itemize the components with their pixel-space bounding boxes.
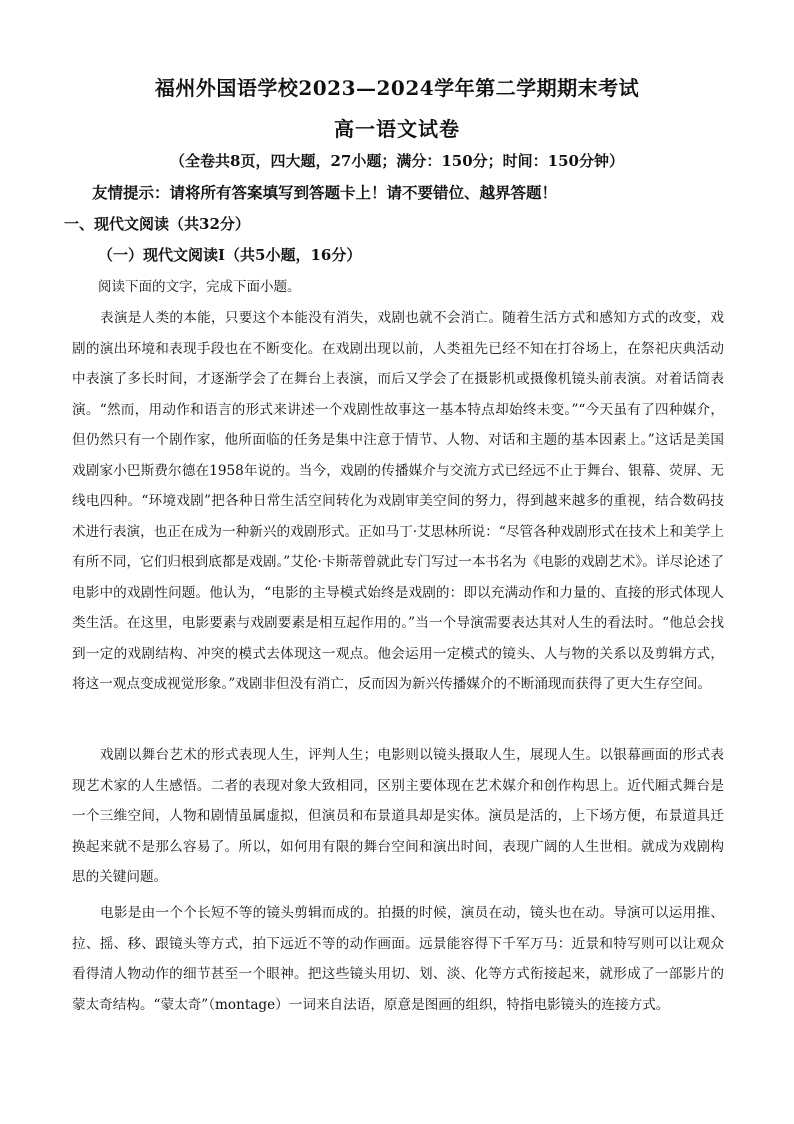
friendly-tip: 友情提示：请将所有答案填写到答题卡上！请不要错位、越界答题！ <box>92 183 558 202</box>
reading-instruction: 阅读下面的文字，完成下面小题。 <box>98 279 301 295</box>
passage-paragraph-1: 表演是人类的本能，只要这个本能没有消失，戏剧也就不会消亡。随着生活方式和感知方式的改变，戏剧的演出环境和表现手段也在不断变化。在戏剧出现以前，人类祖先已经不知在打谷场上，在祭祀庆典活动中表演了多长时间，才逐渐学会了在舞台上表演，而后又学会了在摄影机或摄像机镜头前表演。对着话筒表演。“然而，用动作和语言的形式来讲述一个戏剧性故事这一基本特点却始终未变。”“今天虽有了四种媒介，但仍然只有一个剧作家，他所面临的任务是集中注意于情节、人物、对话和主题的基本因素上。”这话是美国戏剧家小巴斯费尔德在1958年说的。当今，戏剧的传播媒介与交流方式已经远不止于舞台、银幕、荧屏、无线电四种。“环境戏剧”把各种日常生活空间转化为戏剧审美空间的努力，得到越来越多的重视，结合数码技术进行表演，也正在成为一种新兴的戏剧形式。正如马丁·艾思林所说：“尽管各种戏剧形式在技术上和美学上有所不同，它们归根到底都是戏剧。”艾伦·卡斯蒂曾就此专门写过一本书名为《电影的戏剧艺术》。详尽论述了电影中的戏剧性问题。他认为，“电影的主导模式始终是戏剧的：即以充满动作和力量的、直接的形式体现人类生活。在这里，电影要素与戏剧要素是相互起作用的。”当一个导演需要表达其对人生的看法时。“他总会找到一定的戏剧结构、冲突的模式去体现这一观点。他会运用一定模式的镜头、人与物的关系以及剪辑方式，将这一观点变成视觉形象。”戏剧非但没有消亡，反而因为新兴传播媒介的不断涌现而获得了更大生存空间。 <box>72 310 724 692</box>
passage-paragraph-3: 电影是由一个个长短不等的镜头剪辑而成的。拍摄的时候，演员在动，镜头也在动。导演可以运用推、拉、摇、移、跟镜头等方式，拍下远近不等的动作画面。远景能容得下千军万马：近景和特写则可以让观众看得清人物动作的细节甚至一个眼神。把这些镜头用切、划、淡、化等方式衔接起来，就形成了一部影片的蒙太奇结构。“蒙太奇”（montage）一词来自法语，原意是图画的组织，特指电影镜头的连接方式。 <box>72 905 724 1013</box>
section-heading: 一、现代文阅读（共32分） <box>64 215 250 233</box>
passage-paragraph-2: 戏剧以舞台艺术的形式表现人生，评判人生；电影则以镜头摄取人生，展现人生。以银幕画面的形式表现艺术家的人生感悟。二者的表现对象大致相同，区别主要体现在艺术媒介和创作构思上。近代厢式舞台是一个三维空间，人物和剧情虽属虚拟，但演员和布景道具却是实体。演员是活的，上下场方便，布景道具迁换起来就不是那么容易了。所以，如何用有限的舞台空间和演出时间，表现广阔的人生世相。就成为戏剧构思的关键问题。 <box>72 747 724 885</box>
exam-info: （全卷共8页，四大题，27小题；满分：150分；时间：150分钟） <box>170 152 624 170</box>
exam-title: 福州外国语学校2023—2024学年第二学期期末考试 <box>154 76 640 100</box>
section-subheading: （一）现代文阅读Ⅰ（共5小题，16分） <box>98 246 362 264</box>
exam-subtitle: 高一语文试卷 <box>334 117 460 141</box>
